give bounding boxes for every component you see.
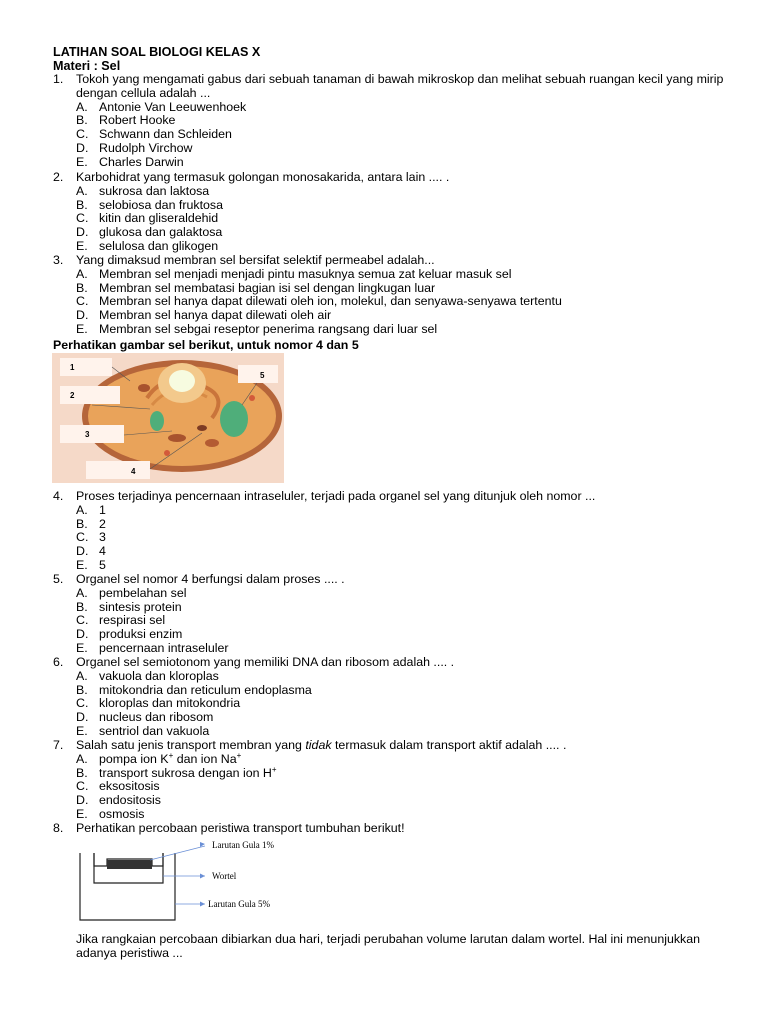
vacuole xyxy=(150,411,164,431)
option-item[interactable]: A. Antonie Van Leeuwenhoek xyxy=(76,99,247,114)
option-item[interactable]: E. 5 xyxy=(76,557,106,572)
option-item[interactable]: C. eksositosis xyxy=(76,779,160,794)
option-list xyxy=(76,185,753,254)
option-item[interactable]: C. 3 xyxy=(76,530,106,545)
osmosis-experiment-figure xyxy=(70,838,330,926)
option-item[interactable]: B. selobiosa dan fruktosa xyxy=(76,197,223,212)
question-6 xyxy=(53,656,753,739)
option-item[interactable]: D. Membran sel hanya dapat dilewati oleh air xyxy=(76,308,332,323)
option-item[interactable]: D. Rudolph Virchow xyxy=(76,140,193,155)
question-number: 8. xyxy=(53,821,64,835)
option-item[interactable]: C. respirasi sel xyxy=(76,613,166,628)
lysosome xyxy=(197,425,207,431)
option-item[interactable]: E. osmosis xyxy=(76,806,145,821)
question-text: Organel sel nomor 4 berfungsi dalam proses .... . xyxy=(76,572,345,586)
question-number: 4. xyxy=(53,489,64,503)
pointer-line xyxy=(150,846,205,860)
option-item[interactable]: B. mitokondria dan reticulum endoplasma xyxy=(76,682,312,697)
cell-label-2: 2 xyxy=(70,391,75,400)
option-list xyxy=(76,268,753,337)
cell-label-5: 5 xyxy=(260,371,265,380)
label-box xyxy=(60,425,124,443)
question-7 xyxy=(53,739,753,822)
label-box xyxy=(238,365,278,383)
mitochondrion xyxy=(138,384,150,392)
label-larutan-gula-5: Larutan Gula 5% xyxy=(208,899,270,909)
option-list xyxy=(76,670,753,739)
lysosome xyxy=(164,450,170,456)
question-number: 1. xyxy=(53,72,64,86)
question-text: Tokoh yang mengamati gabus dari sebuah tanaman di bawah mikroskop dan melihat sebuah ruangan kecil yang mirip dengan cellula adalah ... xyxy=(76,72,724,100)
option-item[interactable]: D. nucleus dan ribosom xyxy=(76,710,214,725)
vacuole xyxy=(220,401,248,437)
option-item[interactable]: C. kloroplas dan mitokondria xyxy=(76,696,241,711)
worksheet-subtitle: Materi : Sel xyxy=(53,59,121,73)
question-1 xyxy=(53,73,753,170)
option-item[interactable]: D. produksi enzim xyxy=(76,627,183,642)
label-larutan-gula-1: Larutan Gula 1% xyxy=(212,840,274,850)
section-heading: Perhatikan gambar sel berikut, untuk nomor 4 dan 5 xyxy=(53,338,359,352)
label-box xyxy=(86,461,150,479)
option-item[interactable]: E. selulosa dan glikogen xyxy=(76,238,219,253)
option-item[interactable]: E. pencernaan intraseluler xyxy=(76,640,229,655)
mitochondrion xyxy=(205,439,219,447)
question-5 xyxy=(53,573,753,656)
cell-label-4: 4 xyxy=(131,467,136,476)
label-wortel: Wortel xyxy=(212,871,237,881)
option-item[interactable]: D. endositosis xyxy=(76,793,161,808)
option-item[interactable]: B. Robert Hooke xyxy=(76,113,176,128)
option-item[interactable]: D. 4 xyxy=(76,544,106,559)
option-item[interactable]: B. Membran sel membatasi bagian isi sel dengan lingkugan luar xyxy=(76,280,436,295)
question-number: 6. xyxy=(53,655,64,669)
sugar-solution-1-percent xyxy=(107,860,152,869)
option-item[interactable]: A. pembelahan sel xyxy=(76,585,187,600)
question-number: 3. xyxy=(53,253,64,267)
question-number: 5. xyxy=(53,572,64,586)
option-item[interactable]: D. glukosa dan galaktosa xyxy=(76,225,223,240)
option-item[interactable]: C. Membran sel hanya dapat dilewati oleh ion, molekul, dan senyawa-senyawa tertentu xyxy=(76,294,562,309)
option-item[interactable]: B. sintesis protein xyxy=(76,599,182,614)
option-item[interactable]: C. kitin dan gliseraldehid xyxy=(76,211,219,226)
question-3 xyxy=(53,254,753,337)
label-box xyxy=(60,358,112,376)
worksheet-title: LATIHAN SOAL BIOLOGI KELAS X xyxy=(53,45,261,59)
question-2 xyxy=(53,171,753,254)
option-item[interactable]: B. 2 xyxy=(76,516,106,531)
option-item[interactable]: E. sentriol dan vakuola xyxy=(76,723,210,738)
option-item[interactable]: E. Charles Darwin xyxy=(76,154,184,169)
label-box xyxy=(60,386,120,404)
option-item[interactable]: A. pompa ion K+ dan ion Na+ xyxy=(76,750,242,766)
arrow-head-icon xyxy=(200,902,205,907)
option-list xyxy=(76,587,753,656)
lysosome xyxy=(249,395,255,401)
animal-cell-figure xyxy=(52,353,284,483)
question-text: Yang dimaksud membran sel bersifat selektif permeabel adalah... xyxy=(76,253,435,267)
mitochondrion xyxy=(168,434,186,442)
cell-label-1: 1 xyxy=(70,363,75,372)
question-8 xyxy=(53,822,753,836)
closing-paragraph: Jika rangkaian percobaan dibiarkan dua hari, terjadi perubahan volume larutan dalam wortel. Hal ini menunjukkan adanya peristiwa ... xyxy=(76,932,701,960)
cell-label-3: 3 xyxy=(85,430,90,439)
question-number: 2. xyxy=(53,170,64,184)
nucleolus xyxy=(169,370,195,392)
question-4 xyxy=(53,490,753,573)
worksheet-header xyxy=(53,45,260,73)
option-list xyxy=(76,101,753,170)
option-item[interactable]: A. sukrosa dan laktosa xyxy=(76,183,210,198)
question-text: Karbohidrat yang termasuk golongan monosakarida, antara lain .... . xyxy=(76,170,450,184)
option-item[interactable]: A. 1 xyxy=(76,502,106,517)
option-list xyxy=(76,504,753,573)
question-text: Organel sel semiotonom yang memiliki DNA dan ribosom adalah .... . xyxy=(76,655,455,669)
option-list xyxy=(76,750,753,822)
option-item[interactable]: E. Membran sel sebgai reseptor penerima rangsang dari luar sel xyxy=(76,321,438,336)
question-text: Proses terjadinya pencernaan intraseluler, terjadi pada organel sel yang ditunjuk oleh nomor ... xyxy=(76,489,596,503)
question-number: 7. xyxy=(53,738,64,752)
option-item[interactable]: A. Membran sel menjadi menjadi pintu masuknya semua zat keluar masuk sel xyxy=(76,266,512,281)
arrow-head-icon xyxy=(200,874,205,879)
question-text: Salah satu jenis transport membran yang tidak termasuk dalam transport aktif adalah .... . xyxy=(76,738,567,752)
option-item[interactable]: A. vakuola dan kloroplas xyxy=(76,668,219,683)
option-item[interactable]: C. Schwann dan Schleiden xyxy=(76,127,232,142)
question-text: Perhatikan percobaan peristiwa transport tumbuhan berikut! xyxy=(76,821,405,835)
option-item[interactable]: B. transport sukrosa dengan ion H+ xyxy=(76,764,277,780)
